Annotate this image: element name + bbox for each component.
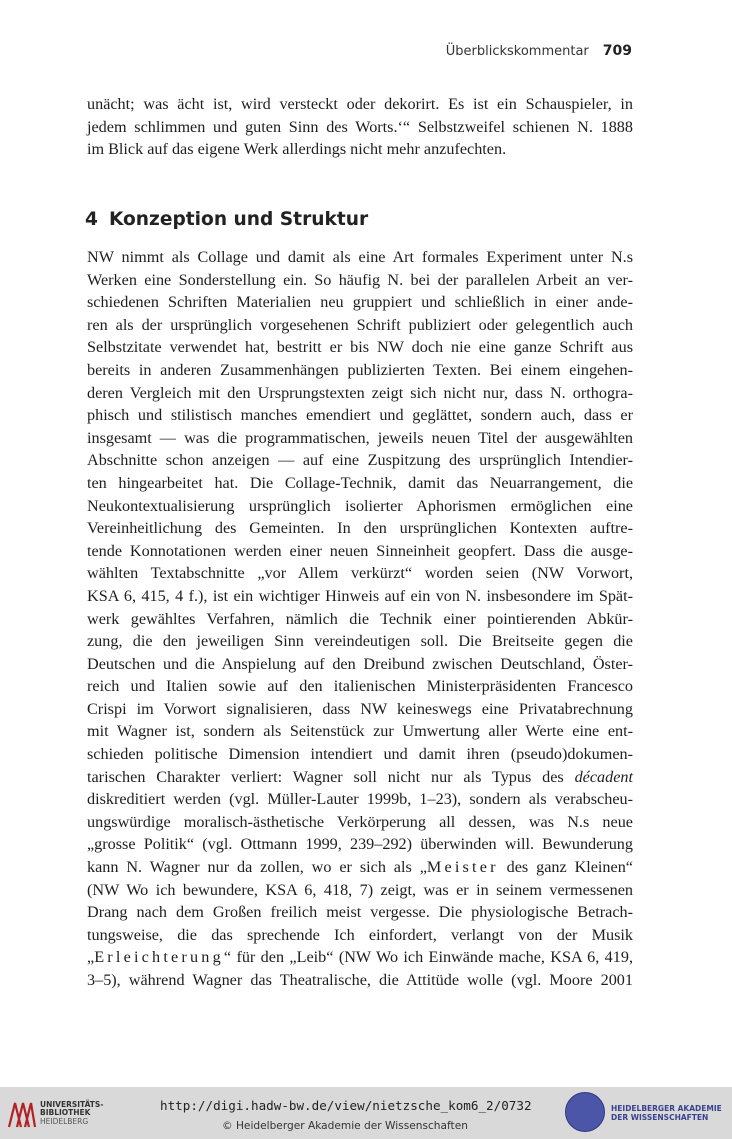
academy-logo-text: HEIDELBERGER AKADEMIE DER WISSENSCHAFTEN	[611, 1104, 722, 1122]
academy-seal-icon	[565, 1092, 605, 1132]
emphasis-term: décadent	[574, 767, 633, 786]
text-line: ren als der ursprünglich vorgesehenen Schrift publiziert oder gelegentlich auch	[87, 315, 633, 334]
university-library-logo[interactable]	[7, 1095, 107, 1131]
text-line: unächt; was ächt ist, wird versteckt oder dekorirt. Es ist ein Schauspieler, in	[87, 95, 633, 113]
text-line: Selbstzitate verwendet hat, bestritt er bis NW doch nie eine ganze Schrift aus	[87, 338, 633, 357]
text-line: tende Konnotationen werden einer neuen Sinneinheit geopfert. Dass die ausge-	[87, 541, 633, 560]
text-line: insgesamt — was die programmatischen, jeweils neuen Titel der ausgewählten	[87, 428, 633, 447]
section-title: Konzeption und Struktur	[108, 209, 369, 230]
footer-bar	[0, 1087, 732, 1139]
text-line	[87, 766, 633, 789]
text-line: KSA 6, 415, 4 f.), ist ein wichtiger Hinweis auf ein von N. insbesondere im Spät-	[87, 586, 633, 605]
running-header	[446, 43, 632, 59]
text-line: Neukontextualisierung ursprünglich isolierter Aphorismen ermöglichen eine	[87, 496, 633, 515]
text-line: deren Vergleich mit den Ursprungstexten zeigt sich nicht nur, dass N. orthogra-	[87, 383, 633, 402]
text-line	[87, 856, 633, 879]
section-heading	[85, 209, 368, 230]
text-line: 3–5), während Wagner das Theatralische, die Attitüde wolle (vgl. Moore 2001	[87, 971, 633, 989]
text-fragment: tarischen Charakter verliert: Wagner soll nicht nur als Typus des	[87, 767, 575, 786]
text-line: schieden politische Dimension intendiert und damit ihren (pseudo)dokumen-	[87, 745, 633, 764]
spaced-emphasis: Meister	[426, 858, 499, 877]
text-line: reich und Italien sowie auf den italienischen Ministerpräsidenten Francesco	[87, 677, 633, 696]
text-fragment: „	[87, 948, 95, 967]
footer-url-link[interactable]: http://digi.hadw-bw.de/view/nietzsche_kom6_2/0732	[160, 1098, 532, 1113]
text-line: Drang nach dem Großen freilich meist vergesse. Die physiologische Betrach-	[87, 903, 633, 922]
page-number: 709	[602, 43, 632, 59]
text-line: Werken eine Sonderstellung ein. So häufig N. bei der parallelen Arbeit an ver-	[87, 270, 633, 289]
text-line: Vereinheitlichung des Gemeinten. In den ursprünglichen Kontexten auftre-	[87, 519, 633, 538]
text-line: bereits in anderen Zusammenhängen publizierten Texten. Bei einem eingehen-	[87, 360, 633, 379]
footer-copyright: © Heidelberger Akademie der Wissenschaften	[222, 1120, 468, 1132]
text-line: (NW Wo ich bewundere, KSA 6, 418, 7) zeigt, was er in seinem vermessenen	[87, 880, 633, 899]
text-line: tungsweise, die das sprechende Ich einfordert, verlangt von der Musik	[87, 925, 633, 944]
text-line: ten hingearbeitet hat. Die Collage-Technik, damit das Neuarrangement, die	[87, 473, 633, 492]
text-fragment: des ganz Kleinen“	[498, 858, 633, 877]
text-line: wählten Textabschnitte „vor Allem verkürzt“ worden seien (NW Vorwort,	[87, 564, 633, 583]
text-line: phisch und stilistisch manches emendiert und geglättet, sondern auch, dass er	[87, 406, 633, 425]
text-line: im Blick auf das eigene Werk allerdings nicht mehr anzufechten.	[87, 140, 507, 159]
text-line: werk gewähltes Verfahren, nämlich die Technik einer pointierenden Abkür-	[87, 609, 633, 628]
text-line: schiedenen Schriften Materialien neu gruppiert und schließlich in einer ande-	[87, 293, 633, 312]
text-line: mit Wagner ist, sondern als Seitenstück zur Umwertung aller Werte eine ent-	[87, 722, 633, 741]
text-line: zung, die den jeweiligen Sinn vereindeutigen soll. Die Breitseite gegen die	[87, 632, 633, 651]
text-line: diskreditiert werden (vgl. Müller-Lauter 1999b, 1–23), sondern als verabscheu-	[87, 790, 633, 809]
text-line: NW nimmt als Collage und damit als eine Art formales Experiment unter N.s	[87, 248, 633, 266]
library-logo-icon	[7, 1097, 37, 1129]
academy-logo[interactable]	[565, 1092, 730, 1134]
text-fragment: “ für den „Leib“ (NW Wo ich Einwände mache, KSA 6, 419,	[223, 948, 633, 967]
text-line: Abschnitte schon anzeigen — auf eine Zuspitzung des ursprünglich Intendier-	[87, 451, 633, 470]
text-line: ungswürdige moralisch-ästhetische Verkörperung all dessen, was N.s neue	[87, 812, 633, 831]
intro-paragraph	[87, 93, 633, 161]
text-line: „grosse Politik“ (vgl. Ottmann 1999, 239–292) überwinden will. Bewunderung	[87, 835, 633, 854]
text-fragment: kann N. Wagner nur da zollen, wo er sich als „	[87, 858, 427, 877]
text-line: Deutschen und die Anspielung auf den Dreibund zwischen Deutschland, Öster-	[87, 654, 633, 673]
section-number: 4	[85, 209, 98, 230]
text-line	[87, 946, 633, 969]
library-logo-text: UNIVERSITÄTS- BIBLIOTHEK HEIDELBERG	[40, 1100, 104, 1126]
running-header-title: Überblickskommentar	[445, 44, 589, 59]
body-paragraph	[87, 246, 633, 992]
text-line: Crispi im Vorwort signalisieren, dass NW keineswegs eine Privatabrechnung	[87, 699, 633, 718]
spaced-emphasis: Erleichterung	[94, 948, 224, 967]
text-line: jedem schlimmen und guten Sinn des Worts.‘“ Selbstzweifel schienen N. 1888	[87, 117, 633, 136]
